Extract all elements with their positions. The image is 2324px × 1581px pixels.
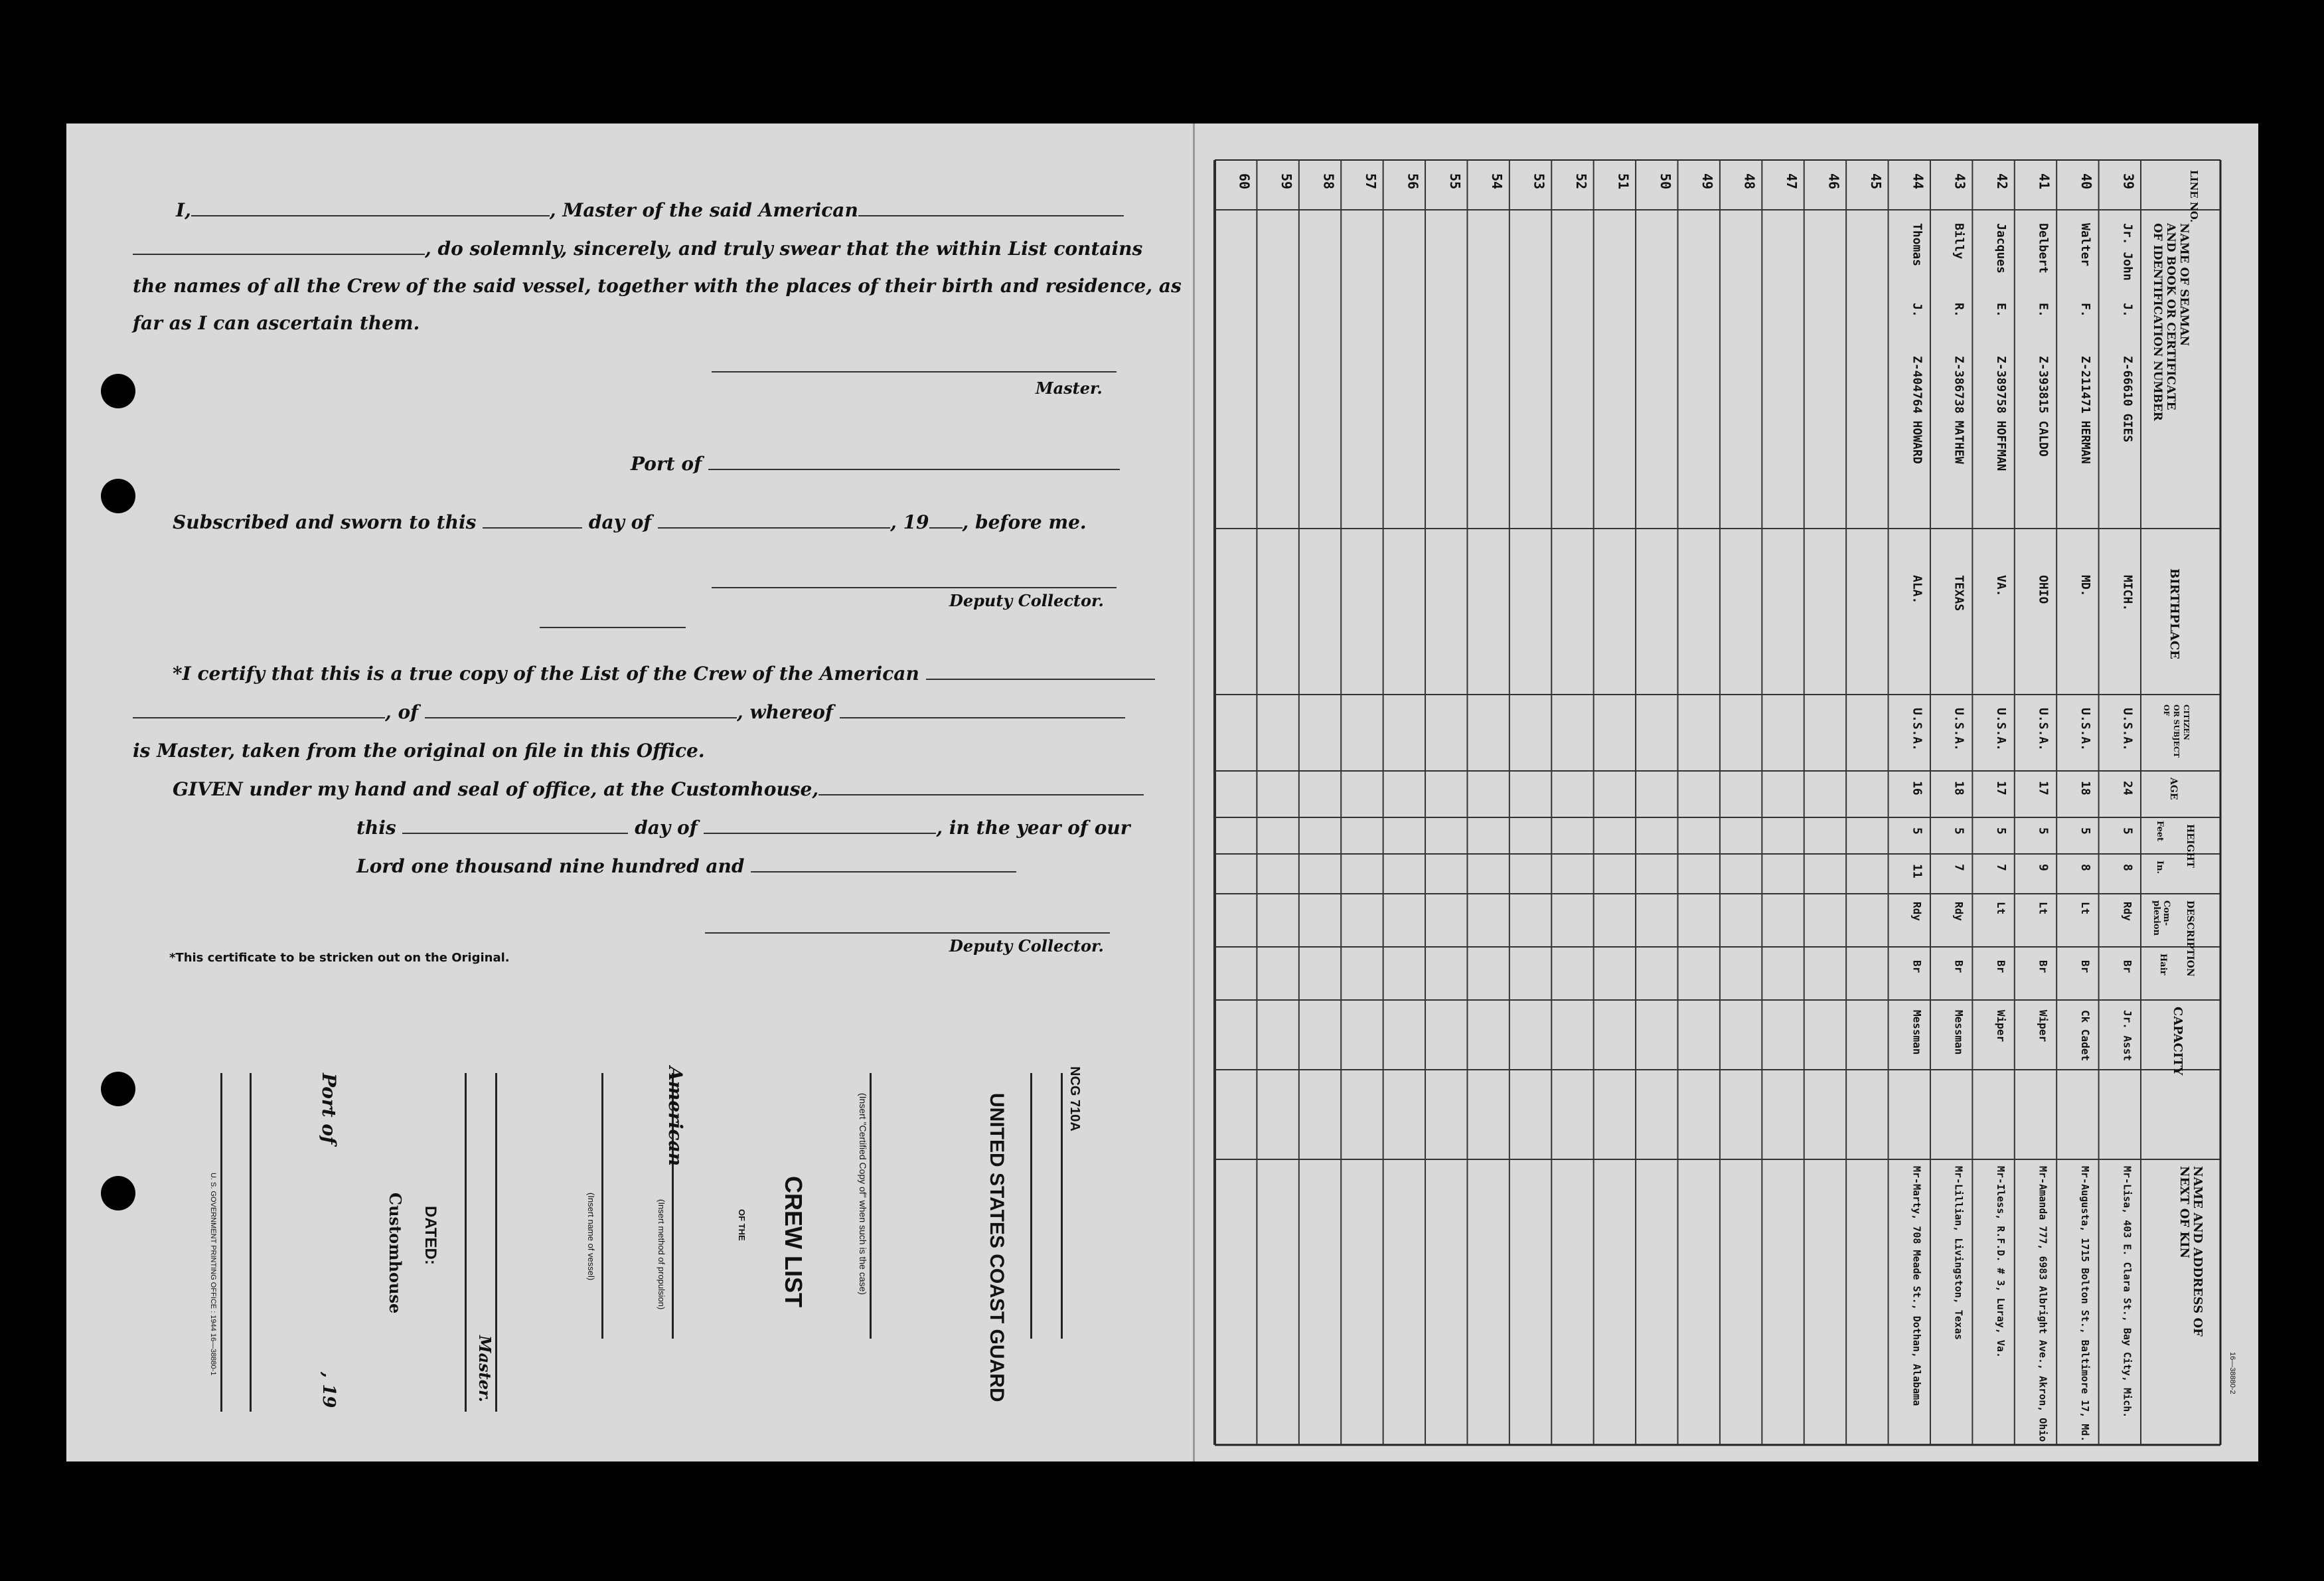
seaman-first-name: Jr. John: [2120, 223, 2135, 281]
oath-text-3: the names of all the Crew of the said vessel, together with the places of their birth and residence, as: [133, 275, 1182, 297]
seaman-first-name: Thomas: [1910, 223, 1924, 267]
oath-text-2: , do solemnly, sincerely, and truly swear that the within List contains: [425, 238, 1143, 260]
inches-cell: 8: [2078, 864, 2092, 871]
header-citizen: OF: [2162, 705, 2171, 716]
citizen-cell: U.S.A.: [2120, 708, 2135, 752]
port-of-label: Port of: [631, 453, 702, 475]
header-height: HEIGHT: [2185, 824, 2195, 869]
age-cell: 18: [1952, 781, 1966, 795]
header-name: OF IDENTIFICATION NUMBER: [2151, 223, 2164, 421]
header-complexion: Com-: [2161, 900, 2171, 926]
subscribed-a: Subscribed and sworn to this: [173, 511, 477, 533]
certify-text-6: Lord one thousand nine hundred and: [356, 855, 745, 877]
deputy-collector-label-2: Deputy Collector.: [949, 936, 1104, 956]
cover-agency: UNITED STATES COAST GUARD: [986, 1093, 1008, 1402]
oath-master-american: , Master of the said American: [549, 199, 858, 221]
seaman-surname-and-cert: Z-66610 GIES: [2120, 356, 2135, 443]
capacity-cell: Wiper: [1995, 1010, 2008, 1042]
cover-customhouse: Customhouse: [386, 1193, 405, 1314]
header-name: AND BOOK OR CERTIFICATE: [2164, 223, 2177, 410]
line-number: 60: [1236, 173, 1253, 190]
certify-line-6: [356, 855, 1016, 877]
seaman-surname-and-cert: Z-211471 HERMAN: [2078, 356, 2092, 464]
capacity-cell: Wiper: [2037, 1010, 2050, 1042]
punch-hole: [101, 374, 135, 408]
line-number: 50: [1657, 173, 1673, 190]
capacity-cell: Messman: [1952, 1010, 1966, 1055]
age-cell: 18: [2078, 781, 2092, 795]
hair-cell: Br: [2078, 960, 2092, 973]
line-number: 53: [1531, 173, 1547, 190]
complexion-cell: Lt: [1995, 902, 2008, 915]
subscribed-b: day of: [588, 511, 652, 533]
master-signature-line: [712, 371, 1117, 373]
line-number: 55: [1446, 173, 1463, 190]
line-number: 46: [1825, 173, 1842, 190]
cover-crew-list-title: CREW LIST: [780, 1176, 807, 1307]
deputy-collector-label-1: Deputy Collector.: [949, 591, 1104, 610]
subscribed-c: , 19: [890, 511, 929, 533]
complexion-cell: Lt: [2037, 902, 2050, 915]
seaman-surname-and-cert: Z-389758 HOFFMAN: [1994, 356, 2009, 471]
birthplace-cell: OHIO: [2036, 575, 2051, 604]
header-description: DESCRIPTION: [2185, 900, 2195, 977]
complexion-cell: Rdy: [2121, 902, 2134, 921]
cover-american: American: [664, 1066, 686, 1167]
next-of-kin-cell: Mr-Augusta, 1715 Bolton St., Baltimore 17, Md.: [2078, 1166, 2091, 1442]
age-cell: 17: [1994, 781, 2009, 795]
feet-cell: 5: [1994, 827, 2009, 835]
line-number: 58: [1320, 173, 1337, 190]
header-age: AGE: [2168, 778, 2179, 800]
line-number: 41: [2036, 173, 2053, 190]
seaman-middle-initial: J.: [1910, 303, 1924, 317]
certify-whereof: , whereof: [736, 701, 834, 723]
deputy-signature-line-1: [712, 587, 1117, 588]
capacity-cell: Ck Cadet: [2078, 1010, 2092, 1062]
seaman-middle-initial: F.: [2078, 303, 2092, 317]
birthplace-cell: MICH.: [2120, 575, 2135, 612]
punch-hole: [101, 1072, 135, 1106]
line-number: 45: [1867, 173, 1884, 190]
header-complexion: plexion: [2151, 900, 2161, 936]
hair-cell: Br: [2121, 960, 2134, 973]
certify-year: , in the year of our: [936, 817, 1130, 839]
cover-printer: U. S. GOVERNMENT PRINTING OFFICE : 1944 16—38880-1: [209, 1173, 217, 1376]
citizen-cell: U.S.A.: [1952, 708, 1966, 752]
citizen-cell: U.S.A.: [1994, 708, 2009, 752]
line-number: 52: [1573, 173, 1589, 190]
cover-insert-method: (Insert method of propulsion): [657, 1199, 666, 1310]
hair-cell: Br: [2037, 960, 2050, 973]
port-of-line: [631, 453, 1120, 475]
oath-line-2: [133, 238, 1142, 260]
header-birthplace: BIRTHPLACE: [2167, 568, 2181, 659]
header-inches: In.: [2155, 861, 2165, 874]
crew-table: [1195, 124, 2258, 1461]
oath-i: I,: [176, 199, 191, 221]
seaman-first-name: Walter: [2078, 223, 2092, 267]
certify-line-2: [133, 701, 1125, 723]
oath-line-1: [176, 199, 1124, 221]
inches-cell: 11: [1910, 864, 1924, 878]
age-cell: 17: [2036, 781, 2051, 795]
seaman-middle-initial: E.: [2036, 303, 2051, 317]
seaman-surname-and-cert: Z-404764 HOWARD: [1910, 356, 1924, 464]
hair-cell: Br: [1910, 960, 1924, 973]
line-number: 54: [1489, 173, 1506, 190]
feet-cell: 5: [1952, 827, 1966, 835]
certify-line-5: [356, 817, 1130, 839]
certify-text-1: *I certify that this is a true copy of the List of the Crew of the American: [173, 663, 919, 685]
age-cell: 24: [2120, 781, 2135, 795]
complexion-cell: Rdy: [1910, 902, 1924, 921]
cover-port-of: Port of: [318, 1073, 340, 1145]
header-next-of-kin: NEXT OF KIN: [2177, 1166, 2191, 1259]
next-of-kin-cell: Mr-Marty, 708 Meade St., Dothan, Alabama: [1910, 1166, 1923, 1406]
seaman-surname-and-cert: Z-386738 MATHEW: [1952, 356, 1966, 464]
feet-cell: 5: [2120, 827, 2135, 835]
certify-line-1: [173, 663, 1155, 685]
inches-cell: 7: [1952, 864, 1966, 871]
line-number: 43: [1952, 173, 1968, 190]
next-of-kin-cell: Mr-Amanda 777, 6983 Albright Ave., Akron, Ohio: [2037, 1166, 2049, 1442]
seaman-surname-and-cert: Z-393815 CALDO: [2036, 356, 2051, 457]
seaman-middle-initial: J.: [2120, 303, 2135, 317]
complexion-cell: Lt: [2078, 902, 2092, 915]
birthplace-cell: VA.: [1994, 575, 2009, 597]
header-capacity: CAPACITY: [2171, 1007, 2185, 1076]
inches-cell: 8: [2120, 864, 2135, 871]
header-line-no: LINE NO.: [2188, 170, 2200, 223]
header-next-of-kin: NAME AND ADDRESS OF: [2191, 1166, 2205, 1337]
certify-text-4: GIVEN under my hand and seal of office, at the Customhouse,: [173, 778, 819, 800]
seaman-middle-initial: E.: [1994, 303, 2009, 317]
cover-form-number: NCG 710A: [1067, 1066, 1082, 1131]
birthplace-cell: ALA.: [1910, 575, 1924, 604]
inches-cell: 9: [2036, 864, 2051, 871]
punch-hole: [101, 479, 135, 513]
line-number: 56: [1405, 173, 1421, 190]
subscribed-d: , before me.: [962, 511, 1087, 533]
punch-hole: [101, 1176, 135, 1210]
capacity-cell: Jr. Asst: [2121, 1010, 2134, 1062]
cover-insert-name: (Insert name of vessel): [586, 1193, 596, 1281]
header-citizen: OR SUBJECT: [2172, 705, 2181, 758]
inches-cell: 7: [1994, 864, 2009, 871]
line-number: 49: [1699, 173, 1716, 190]
next-of-kin-cell: Mr-Iless, R.F.D. # 3, Luray, Va.: [1995, 1166, 2007, 1358]
line-number: 40: [2078, 173, 2094, 190]
header-citizen: CITIZEN: [2182, 705, 2191, 740]
feet-cell: 5: [2078, 827, 2092, 835]
cover-dated: DATED:: [422, 1206, 439, 1265]
feet-cell: 5: [2036, 827, 2051, 835]
cover-of-the: OF THE: [737, 1209, 747, 1241]
seaman-first-name: Jacques: [1994, 223, 2009, 274]
certify-text-3: is Master, taken from the original on file in this Office.: [133, 740, 705, 762]
certify-this: this: [356, 817, 396, 839]
separator-line: [540, 627, 686, 628]
birthplace-cell: MD.: [2078, 575, 2092, 597]
master-label: Master.: [1036, 378, 1103, 398]
next-of-kin-cell: Mr-Lillian, Livingston, Texas: [1952, 1166, 1965, 1340]
left-page: [66, 124, 1193, 1461]
certify-line-4: [173, 778, 1144, 800]
certify-day-of: day of: [635, 817, 698, 839]
seaman-middle-initial: R.: [1952, 303, 1966, 317]
capacity-cell: Messman: [1910, 1010, 1924, 1055]
citizen-cell: U.S.A.: [2078, 708, 2092, 752]
age-cell: 16: [1910, 781, 1924, 795]
oath-text-4: far as I can ascertain them.: [133, 312, 420, 334]
cover-master: Master.: [475, 1335, 495, 1402]
line-number: 39: [2120, 173, 2137, 190]
birthplace-cell: TEXAS: [1952, 575, 1966, 612]
seaman-first-name: Billy: [1952, 223, 1966, 260]
form-code: 16—38880-2: [2228, 1352, 2236, 1394]
line-number: 47: [1784, 173, 1800, 190]
header-feet: Feet: [2155, 821, 2165, 842]
cover-year: , 19: [319, 1372, 339, 1408]
deputy-signature-line-2: [705, 932, 1110, 934]
seaman-first-name: Delbert: [2036, 223, 2051, 274]
line-number: 48: [1741, 173, 1758, 190]
line-number: 57: [1362, 173, 1379, 190]
certify-of: , of: [385, 701, 419, 723]
complexion-cell: Rdy: [1952, 902, 1966, 921]
hair-cell: Br: [1995, 960, 2008, 973]
right-page: [1193, 124, 2258, 1461]
hair-cell: Br: [1952, 960, 1966, 973]
citizen-cell: U.S.A.: [2036, 708, 2051, 752]
line-number: 51: [1615, 173, 1632, 190]
line-number: 59: [1278, 173, 1295, 190]
next-of-kin-cell: Mr-Lisa, 403 E. Clara St., Bay City, Mich.: [2121, 1166, 2133, 1418]
header-hair: Hair: [2158, 954, 2168, 975]
cover-insert-certified: (Insert "Certified Copy of" when such is the case): [858, 1093, 868, 1295]
feet-cell: 5: [1910, 827, 1924, 835]
header-name: NAME OF SEAMAN: [2177, 223, 2191, 347]
subscribed-line: [173, 511, 1087, 533]
citizen-cell: U.S.A.: [1910, 708, 1924, 752]
certificate-footnote: *This certificate to be stricken out on the Original.: [169, 951, 510, 965]
line-number: 42: [1994, 173, 2011, 190]
line-number: 44: [1910, 173, 1926, 190]
